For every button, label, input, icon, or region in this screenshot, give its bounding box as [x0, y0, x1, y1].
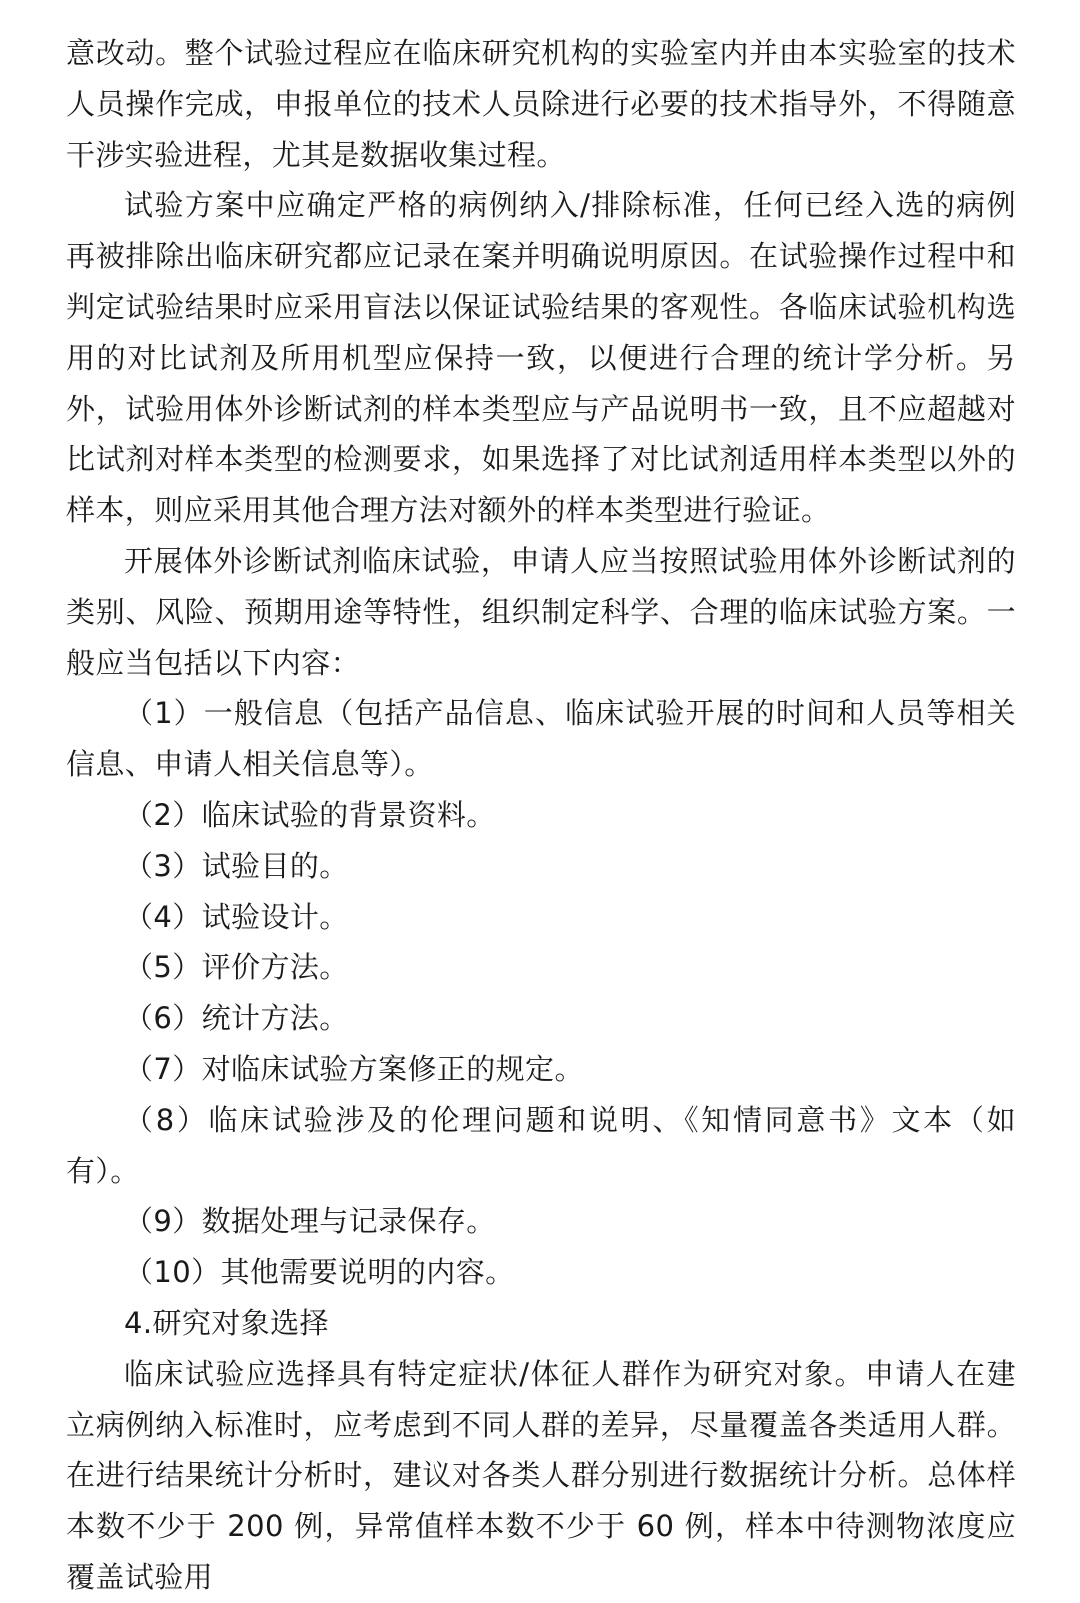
list-item-4: （4）试验设计。: [124, 899, 349, 934]
list-item-5: （5）评价方法。: [124, 950, 349, 985]
list-item-7: （7）对临床试验方案修正的规定。: [124, 1051, 584, 1086]
list-item-8: （8）临床试验涉及的伦理问题和说明、《知情同意书》文本（如有）。: [66, 1102, 1016, 1188]
list-item-10: （10）其他需要说明的内容。: [124, 1255, 515, 1290]
paragraph-subject-selection: 临床试验应选择具有特定症状/体征人群作为研究对象。申请人在建立病例纳入标准时，应考虑到不同人群的差异，尽量覆盖各类适用人群。在进行结果统计分析时，建议对各类人群分别进行数据统计分析。总体样本数不少于 200 例，异常值样本数不少于 60 例，样本中待测物浓度应覆盖试验用: [66, 1356, 1016, 1594]
paragraph-inclusion-criteria: 试验方案中应确定严格的病例纳入/排除标准，任何已经入选的病例再被排除出临床研究都应记录在案并明确说明原因。在试验操作过程中和判定试验结果时应采用盲法以保证试验结果的客观性。各临床试验机构选用的对比试剂及所用机型应保持一致，以便进行合理的统计学分析。另外，试验用体外诊断试剂的样本类型应与产品说明书一致，且不应超越对比试剂对样本类型的检测要求，如果选择了对比试剂适用样本类型以外的样本，则应采用其他合理方法对额外的样本类型进行验证。: [66, 188, 1016, 528]
paragraph-trial-plan: 开展体外诊断试剂临床试验，申请人应当按照试验用体外诊断试剂的类别、风险、预期用途等特性，组织制定科学、合理的临床试验方案。一般应当包括以下内容：: [66, 543, 1016, 680]
document-page: [66, 28, 1016, 1603]
list-item-9: （9）数据处理与记录保存。: [124, 1204, 496, 1239]
list-item-6: （6）统计方法。: [124, 1001, 349, 1036]
list-item-1: （1）一般信息（包括产品信息、临床试验开展的时间和人员等相关信息、申请人相关信息等）。: [66, 696, 1016, 782]
list-item-3: （3）试验目的。: [124, 848, 349, 883]
section-heading: 4.研究对象选择: [124, 1305, 329, 1340]
paragraph-continuation: 意改动。整个试验过程应在临床研究机构的实验室内并由本实验室的技术人员操作完成，申报单位的技术人员除进行必要的技术指导外，不得随意干涉实验进程，尤其是数据收集过程。: [66, 36, 1016, 172]
list-item-2: （2）临床试验的背景资料。: [124, 797, 496, 832]
